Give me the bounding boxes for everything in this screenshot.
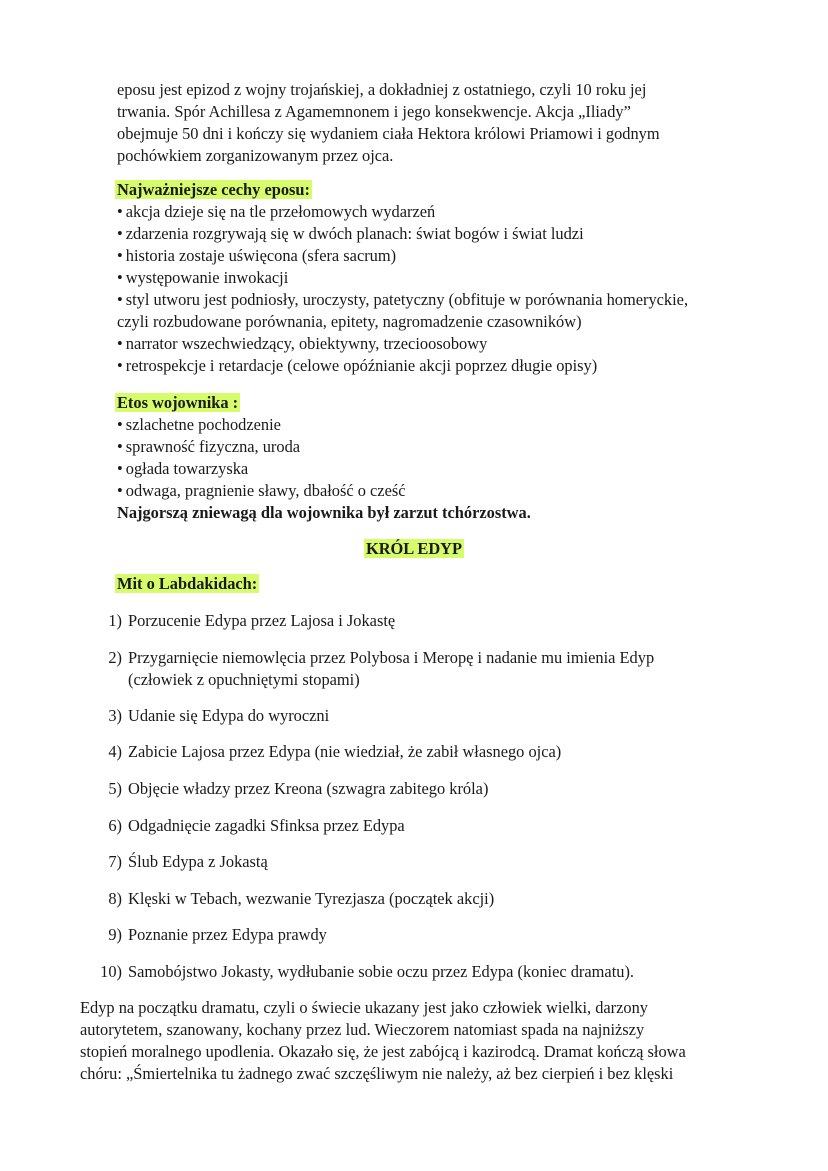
closing-line: chóru: „Śmiertelnika tu żadnego zwać szczęśliwym nie należy, aż bez cierpień i bez klęski xyxy=(80,1064,674,1083)
closing-line: autorytetem, szanowany, kochany przez lud. Wieczorem natomiast spada na najniższy xyxy=(80,1020,645,1039)
numbered-item xyxy=(96,924,327,946)
list-item xyxy=(117,267,288,289)
list-item xyxy=(117,333,487,355)
list-item xyxy=(117,245,396,267)
item-number: 4) xyxy=(108,742,122,761)
bullet: • xyxy=(117,246,123,265)
list-item xyxy=(117,289,688,311)
item-number: 10) xyxy=(100,962,122,981)
myth-heading xyxy=(115,573,259,595)
item-number: 7) xyxy=(108,852,122,871)
numbered-item xyxy=(96,705,329,727)
list-item-text: odwaga, pragnienie sławy, dbałość o cześć xyxy=(125,481,406,500)
list-item xyxy=(117,355,597,377)
item-number: 1) xyxy=(108,611,122,630)
item-number: 5) xyxy=(108,779,122,798)
section-title-text: KRÓL EDYP xyxy=(365,539,463,558)
ethos-heading xyxy=(115,392,240,414)
list-item-text: zdarzenia rozgrywają się w dwóch planach: świat bogów i świat ludzi xyxy=(125,224,584,243)
features-heading xyxy=(115,179,312,201)
bullet: • xyxy=(117,459,123,478)
bullet: • xyxy=(117,481,123,500)
list-item-text: sprawność fizyczna, uroda xyxy=(125,437,301,456)
numbered-item xyxy=(96,961,634,983)
features-heading-text: Najważniejsze cechy eposu: xyxy=(117,180,310,199)
item-text: Przygarnięcie niemowlęcia przez Polybosa i Meropę i nadanie mu imienia Edyp xyxy=(128,648,655,667)
item-number: 3) xyxy=(108,706,122,725)
ethos-conclusion: Najgorszą zniewagą dla wojownika był zarzut tchórzostwa. xyxy=(117,503,531,522)
list-item-text: akcja dzieje się na tle przełomowych wydarzeń xyxy=(125,202,436,221)
bullet: • xyxy=(117,290,123,309)
item-number: 9) xyxy=(108,925,122,944)
list-item-text: narrator wszechwiedzący, obiektywny, trzecioosobowy xyxy=(125,334,488,353)
list-item-text: występowanie inwokacji xyxy=(125,268,289,287)
bullet: • xyxy=(117,268,123,287)
closing-line: stopień moralnego upodlenia. Okazało się, że jest zabójcą i kazirodcą. Dramat kończą słowa xyxy=(80,1042,686,1061)
list-item xyxy=(117,414,281,436)
numbered-item xyxy=(96,647,654,669)
bullet: • xyxy=(117,415,123,434)
list-item xyxy=(117,201,435,223)
item-number: 6) xyxy=(108,816,122,835)
numbered-item xyxy=(96,888,494,910)
ethos-heading-text: Etos wojownika : xyxy=(117,393,239,412)
list-item xyxy=(117,480,406,502)
numbered-item xyxy=(96,778,488,800)
bullet: • xyxy=(117,356,123,375)
bullet: • xyxy=(117,334,123,353)
list-item-continuation: czyli rozbudowane porównania, epitety, nagromadzenie czasowników) xyxy=(117,312,582,331)
list-item xyxy=(117,458,248,480)
list-item-text: retrospekcje i retardacje (celowe opóźnianie akcji poprzez długie opisy) xyxy=(125,356,598,375)
list-item-text: styl utworu jest podniosły, uroczysty, patetyczny (obfituje w porównania homeryckie, xyxy=(125,290,689,309)
item-number: 2) xyxy=(108,648,122,667)
closing-line: Edyp na początku dramatu, czyli o świecie ukazany jest jako człowiek wielki, darzony xyxy=(80,998,648,1017)
myth-heading-text: Mit o Labdakidach: xyxy=(117,574,258,593)
item-text-continuation: (człowiek z opuchniętymi stopami) xyxy=(128,670,360,689)
item-text: Klęski w Tebach, wezwanie Tyrezjasza (początek akcji) xyxy=(128,889,495,908)
item-text: Odgadnięcie zagadki Sfinksa przez Edypa xyxy=(128,816,405,835)
numbered-item xyxy=(96,815,405,837)
intro-line: obejmuje 50 dni i kończy się wydaniem ciała Hektora królowi Priamowi i godnym xyxy=(117,124,660,143)
bullet: • xyxy=(117,202,123,221)
item-text: Porzucenie Edypa przez Lajosa i Jokastę xyxy=(128,611,396,630)
list-item-text: ogłada towarzyska xyxy=(125,459,249,478)
item-text: Udanie się Edypa do wyroczni xyxy=(128,706,330,725)
bullet: • xyxy=(117,224,123,243)
bullet: • xyxy=(117,437,123,456)
item-text: Objęcie władzy przez Kreona (szwagra zabitego króla) xyxy=(128,779,489,798)
numbered-item xyxy=(96,851,268,873)
list-item xyxy=(117,223,584,245)
numbered-item xyxy=(96,741,561,763)
item-text: Poznanie przez Edypa prawdy xyxy=(128,925,327,944)
list-item xyxy=(117,436,300,458)
item-text: Samobójstwo Jokasty, wydłubanie sobie oczu przez Edypa (koniec dramatu). xyxy=(128,962,634,981)
section-title xyxy=(0,538,828,560)
numbered-item xyxy=(96,610,395,632)
item-text: Zabicie Lajosa przez Edypa (nie wiedział, że zabił własnego ojca) xyxy=(128,742,562,761)
list-item-text: historia zostaje uświęcona (sfera sacrum) xyxy=(125,246,397,265)
intro-line: pochówkiem zorganizowanym przez ojca. xyxy=(117,146,394,165)
intro-line: eposu jest epizod z wojny trojańskiej, a dokładniej z ostatniego, czyli 10 roku jej xyxy=(117,80,647,99)
item-text: Ślub Edypa z Jokastą xyxy=(128,852,268,871)
list-item-text: szlachetne pochodzenie xyxy=(125,415,281,434)
intro-line: trwania. Spór Achillesa z Agamemnonem i jego konsekwencje. Akcja „Iliady” xyxy=(117,102,631,121)
item-number: 8) xyxy=(108,889,122,908)
